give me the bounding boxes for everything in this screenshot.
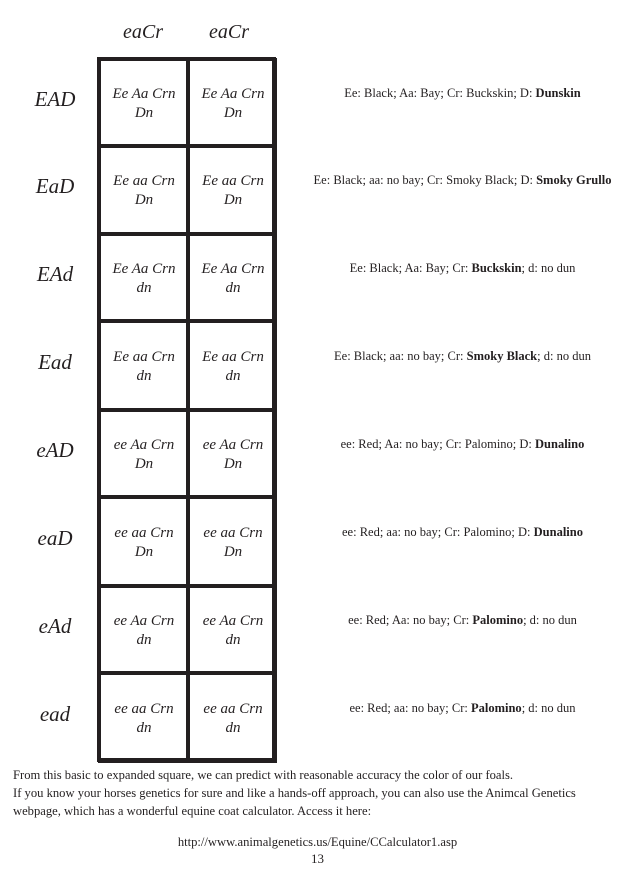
description-text: ; d: no dun — [523, 612, 577, 627]
description-text: ; d: no dun — [521, 700, 576, 715]
grid-divider-horizontal — [101, 584, 272, 588]
genotype-line: Ee Aa Crn — [201, 260, 265, 277]
phenotype-description — [290, 700, 635, 716]
genotype-line: dn — [136, 279, 152, 296]
genotype-line: ee aa Crn — [203, 700, 263, 717]
phenotype-description — [290, 260, 635, 276]
phenotype-description — [290, 348, 635, 364]
description-text: Ee: Black; aa: no bay; Cr: — [334, 348, 467, 363]
description-text: Ee: Black; aa: no bay; Cr: Smoky Black; D: — [313, 173, 537, 187]
body-paragraph — [13, 766, 628, 820]
phenotype-description — [290, 524, 635, 540]
row-label: EAd — [36, 261, 74, 286]
row-label: ead — [39, 701, 71, 726]
genotype-line: Dn — [223, 104, 243, 121]
punnett-cell — [190, 612, 276, 650]
grid-divider-horizontal — [101, 408, 272, 412]
genotype-line: dn — [136, 631, 152, 648]
punnett-cell — [190, 172, 276, 210]
genotype-line: Dn — [134, 455, 154, 472]
body-line: webpage, which has a wonderful equine coat calculator. Access it here: — [13, 804, 372, 818]
genotype-line: dn — [225, 279, 241, 296]
description-text: ee: Red; aa: no bay; Cr: Palomino; D: — [342, 524, 534, 539]
genotype-line: Ee aa Crn — [202, 173, 264, 189]
row-label: Ead — [38, 349, 72, 374]
genotype-line: dn — [225, 631, 241, 648]
description-text: ee: Red; aa: no bay; Cr: — [349, 700, 471, 715]
punnett-cell — [190, 700, 276, 738]
grid-divider-horizontal — [101, 495, 272, 499]
description-text: ee: Red; Aa: no bay; Cr: Palomino; D: — [340, 436, 536, 451]
genotype-line: Ee aa Crn — [113, 173, 175, 189]
description-text: Ee: Black; Aa: Bay; Cr: Buckskin; D: — [344, 85, 536, 100]
phenotype-description — [290, 436, 635, 452]
punnett-cell — [190, 348, 276, 386]
grid-divider-horizontal — [101, 144, 272, 148]
genotype-line: ee Aa Crn — [113, 612, 175, 629]
punnett-cell — [190, 436, 276, 474]
phenotype-result: Palomino — [470, 700, 522, 715]
body-line: From this basic to expanded square, we can predict with reasonable accuracy the color of our foals. — [13, 768, 514, 782]
grid-divider-horizontal — [101, 671, 272, 675]
row-label: EAD — [34, 86, 76, 111]
genotype-line: dn — [225, 719, 241, 736]
page-number: 13 — [311, 851, 324, 866]
column-header: eaCr — [123, 21, 163, 43]
genotype-line: Dn — [223, 543, 243, 560]
grid-divider-horizontal — [101, 319, 272, 323]
punnett-square — [97, 57, 276, 762]
genotype-line: Dn — [223, 455, 243, 472]
genotype-line: ee Aa Crn — [202, 612, 264, 629]
punnett-cell — [101, 348, 187, 386]
genotype-line: Ee Aa Crn — [112, 260, 176, 277]
punnett-cell — [101, 700, 187, 738]
row-label: eAd — [38, 613, 72, 638]
phenotype-result: Dunalino — [533, 524, 583, 539]
description-text: ee: Red; Aa: no bay; Cr: — [348, 612, 473, 627]
row-label: eAD — [36, 437, 74, 462]
calculator-url-link[interactable]: http://www.animalgenetics.us/Equine/CCalculator1.asp — [177, 835, 458, 849]
punnett-cell — [101, 436, 187, 474]
phenotype-description — [290, 172, 635, 188]
phenotype-result: Palomino — [472, 612, 524, 627]
genotype-line: Dn — [134, 543, 154, 560]
genotype-line: ee Aa Crn — [202, 436, 264, 453]
description-text: Ee: Black; Aa: Bay; Cr: — [349, 260, 472, 275]
punnett-cell — [190, 524, 276, 562]
genotype-line: dn — [225, 367, 241, 384]
punnett-cell — [190, 260, 276, 298]
genotype-line: Ee aa Crn — [202, 348, 264, 365]
punnett-cell — [101, 85, 187, 123]
phenotype-result: Buckskin — [471, 260, 522, 275]
column-header: eaCr — [209, 21, 249, 43]
row-label: eaD — [37, 525, 73, 550]
phenotype-description — [290, 85, 635, 101]
punnett-cell — [190, 85, 276, 123]
phenotype-result: Dunalino — [535, 436, 585, 451]
genotype-line: Ee aa Crn — [113, 348, 175, 365]
genotype-line: ee aa Crn — [114, 524, 174, 541]
genotype-line: Dn — [134, 192, 154, 208]
grid-divider-horizontal — [101, 232, 272, 236]
genotype-line: Dn — [223, 192, 243, 208]
genotype-line: dn — [136, 719, 152, 736]
genotype-line: Ee Aa Crn — [201, 85, 265, 102]
genotype-line: ee Aa Crn — [113, 436, 175, 453]
genotype-line: dn — [136, 367, 152, 384]
row-label: EaD — [35, 174, 75, 198]
genotype-line: ee aa Crn — [203, 524, 263, 541]
genotype-line: ee aa Crn — [114, 700, 174, 717]
punnett-cell — [101, 612, 187, 650]
punnett-cell — [101, 260, 187, 298]
description-text: ; d: no dun — [537, 348, 591, 363]
description-text: ; d: no dun — [521, 260, 576, 275]
phenotype-result: Smoky Grullo — [536, 173, 612, 187]
body-line: If you know your horses genetics for sure and like a hands-off approach, you can also use the Animcal Genetics — [13, 786, 576, 800]
punnett-cell — [101, 172, 187, 210]
phenotype-result: Smoky Black — [466, 348, 538, 363]
genotype-line: Dn — [134, 104, 154, 121]
punnett-cell — [101, 524, 187, 562]
phenotype-result: Dunskin — [535, 85, 581, 100]
phenotype-description — [290, 612, 635, 628]
genotype-line: Ee Aa Crn — [112, 85, 176, 102]
